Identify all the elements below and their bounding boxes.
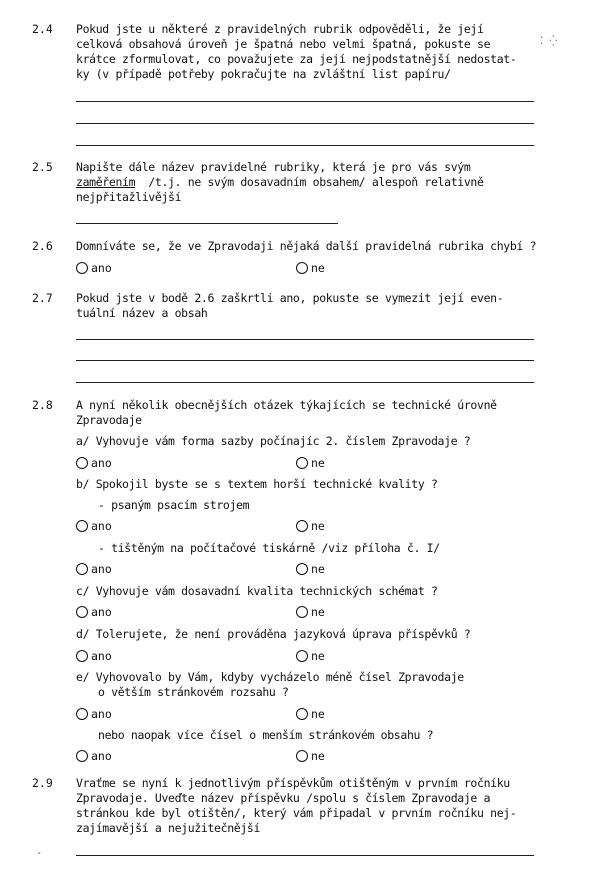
- option-no[interactable]: [296, 562, 325, 576]
- radio-circle-icon[interactable]: [296, 650, 308, 662]
- option-label: ne: [311, 749, 325, 763]
- option-yes[interactable]: [76, 749, 112, 763]
- radio-circle-icon[interactable]: [296, 520, 308, 532]
- radio-circle-icon[interactable]: [296, 563, 308, 575]
- option-label: ano: [91, 562, 112, 576]
- radio-circle-icon[interactable]: [296, 750, 308, 762]
- radio-circle-icon[interactable]: [76, 262, 88, 274]
- option-label: ne: [311, 519, 325, 533]
- question-2-6-line-1: Domníváte se, že ve Zpravodaji nějaká další pravidelná rubrika chybí ?: [76, 239, 537, 253]
- option-label: ano: [91, 456, 112, 470]
- question-2-5-line-1: Napište dále název pravidelné rubriky, která je pro vás svým: [76, 160, 471, 174]
- radio-circle-icon[interactable]: [296, 606, 308, 618]
- option-no[interactable]: [296, 456, 325, 470]
- question-2-8-b-2: - tištěným na počítačové tiskárně /viz příloha č. I/: [98, 541, 440, 555]
- radio-circle-icon[interactable]: [296, 457, 308, 469]
- question-2-5-line-2-rest: /t.j. ne svým dosavadním obsahem/ alespoň relativně: [135, 175, 484, 189]
- question-number-2-6: 2.6: [32, 239, 53, 253]
- question-number-2-7: 2.7: [32, 291, 53, 305]
- answer-line[interactable]: [76, 339, 534, 340]
- question-2-8-a: a/ Vyhovuje vám forma sazby počínajíc 2. číslem Zpravodaje ?: [76, 434, 471, 448]
- option-label: ne: [311, 649, 325, 663]
- question-2-9-line-1: Vraťme se nyní k jednotlivým příspěvkům otištěným v prvním ročníku: [76, 776, 510, 790]
- answer-line[interactable]: [76, 101, 534, 102]
- question-2-8-c: c/ Vyhovuje vám dosavadní kvalita technických schémat ?: [76, 584, 438, 598]
- question-2-9-line-2: Zpravodaje. Uveďte název příspěvku /spolu s číslem Zpravodaje a: [76, 791, 491, 805]
- option-label: ne: [311, 261, 325, 275]
- option-label: ano: [91, 707, 112, 721]
- question-2-4-line-1: Pokud jste u některé z pravidelných rubrik odpověděli, že její: [76, 22, 484, 36]
- question-2-8-e-line-1: e/ Vyhovovalo by Vám, kdyby vycházelo méně čísel Zpravodaje: [76, 670, 464, 684]
- option-label: ano: [91, 261, 112, 275]
- option-label: ano: [91, 605, 112, 619]
- option-yes[interactable]: [76, 519, 112, 533]
- question-2-8-b-1: - psaným psacím strojem: [98, 498, 250, 512]
- radio-circle-icon[interactable]: [76, 563, 88, 575]
- radio-circle-icon[interactable]: [296, 708, 308, 720]
- option-yes[interactable]: [76, 605, 112, 619]
- question-2-4-line-2: celková obsahová úroveň je špatná nebo velmi špatná, pokuste se: [76, 37, 491, 51]
- scan-speck: -: [36, 848, 43, 859]
- scan-speck: ⁚ ⁛: [540, 36, 558, 47]
- question-2-8-line-2: Zpravodaje: [76, 413, 142, 427]
- option-label: ano: [91, 749, 112, 763]
- option-label: ne: [311, 456, 325, 470]
- question-2-8-d: d/ Tolerujete, že není prováděna jazyková úprava příspěvků ?: [76, 627, 471, 641]
- question-2-7-line-2: tuální název a obsah: [76, 306, 208, 320]
- option-label: ne: [311, 605, 325, 619]
- question-number-2-4: 2.4: [32, 22, 53, 36]
- option-no[interactable]: [296, 519, 325, 533]
- answer-line[interactable]: [76, 123, 534, 124]
- answer-line[interactable]: [76, 382, 534, 383]
- radio-circle-icon[interactable]: [76, 708, 88, 720]
- question-2-5-line-3: nejpřitažlivější: [76, 190, 182, 204]
- question-2-8-e-line-2: o větším stránkovém rozsahu ?: [98, 685, 289, 699]
- underlined-word: zaměřením: [76, 175, 136, 189]
- question-number-2-5: 2.5: [32, 160, 53, 174]
- option-yes[interactable]: [76, 456, 112, 470]
- option-label: ne: [311, 707, 325, 721]
- option-no[interactable]: [296, 707, 325, 721]
- option-yes[interactable]: [76, 649, 112, 663]
- radio-circle-icon[interactable]: [296, 262, 308, 274]
- option-yes[interactable]: [76, 562, 112, 576]
- option-yes[interactable]: [76, 707, 112, 721]
- question-2-5-line-2: [76, 175, 484, 189]
- answer-line[interactable]: [76, 360, 534, 361]
- question-2-8-line-1: A nyní několik obecnějších otázek týkajících se technické úrovně: [76, 398, 497, 412]
- radio-circle-icon[interactable]: [76, 650, 88, 662]
- answer-line[interactable]: [76, 145, 534, 146]
- question-2-4-line-3: krátce zformulovat, co považujete za její nejpodstatnější nedostat-: [76, 52, 517, 66]
- option-yes[interactable]: [76, 261, 112, 275]
- question-number-2-8: 2.8: [32, 398, 53, 412]
- radio-circle-icon[interactable]: [76, 750, 88, 762]
- option-label: ano: [91, 649, 112, 663]
- option-no[interactable]: [296, 605, 325, 619]
- question-2-4-line-4: ky (v případě potřeby pokračujte na zvláštní list papíru/: [76, 67, 451, 81]
- answer-line[interactable]: [76, 855, 534, 856]
- question-2-8-b: b/ Spokojil byste se s textem horší technické kvality ?: [76, 477, 438, 491]
- question-2-9-line-4: zajímavější a nejužitečnější: [76, 821, 261, 835]
- radio-circle-icon[interactable]: [76, 457, 88, 469]
- option-no[interactable]: [296, 749, 325, 763]
- option-label: ano: [91, 519, 112, 533]
- question-2-8-e-line-3: nebo naopak více čísel o menším stránkovém obsahu ?: [98, 728, 434, 742]
- option-no[interactable]: [296, 649, 325, 663]
- question-2-7-line-1: Pokud jste v bodě 2.6 zaškrtli ano, pokuste se vymezit její even-: [76, 291, 504, 305]
- radio-circle-icon[interactable]: [76, 606, 88, 618]
- option-label: ne: [311, 562, 325, 576]
- answer-line[interactable]: [76, 223, 338, 224]
- question-number-2-9: 2.9: [32, 776, 53, 790]
- question-2-9-line-3: stránkou kde byl otištěn/, který vám připadal v prvním ročníku nej-: [76, 806, 517, 820]
- option-no[interactable]: [296, 261, 325, 275]
- radio-circle-icon[interactable]: [76, 520, 88, 532]
